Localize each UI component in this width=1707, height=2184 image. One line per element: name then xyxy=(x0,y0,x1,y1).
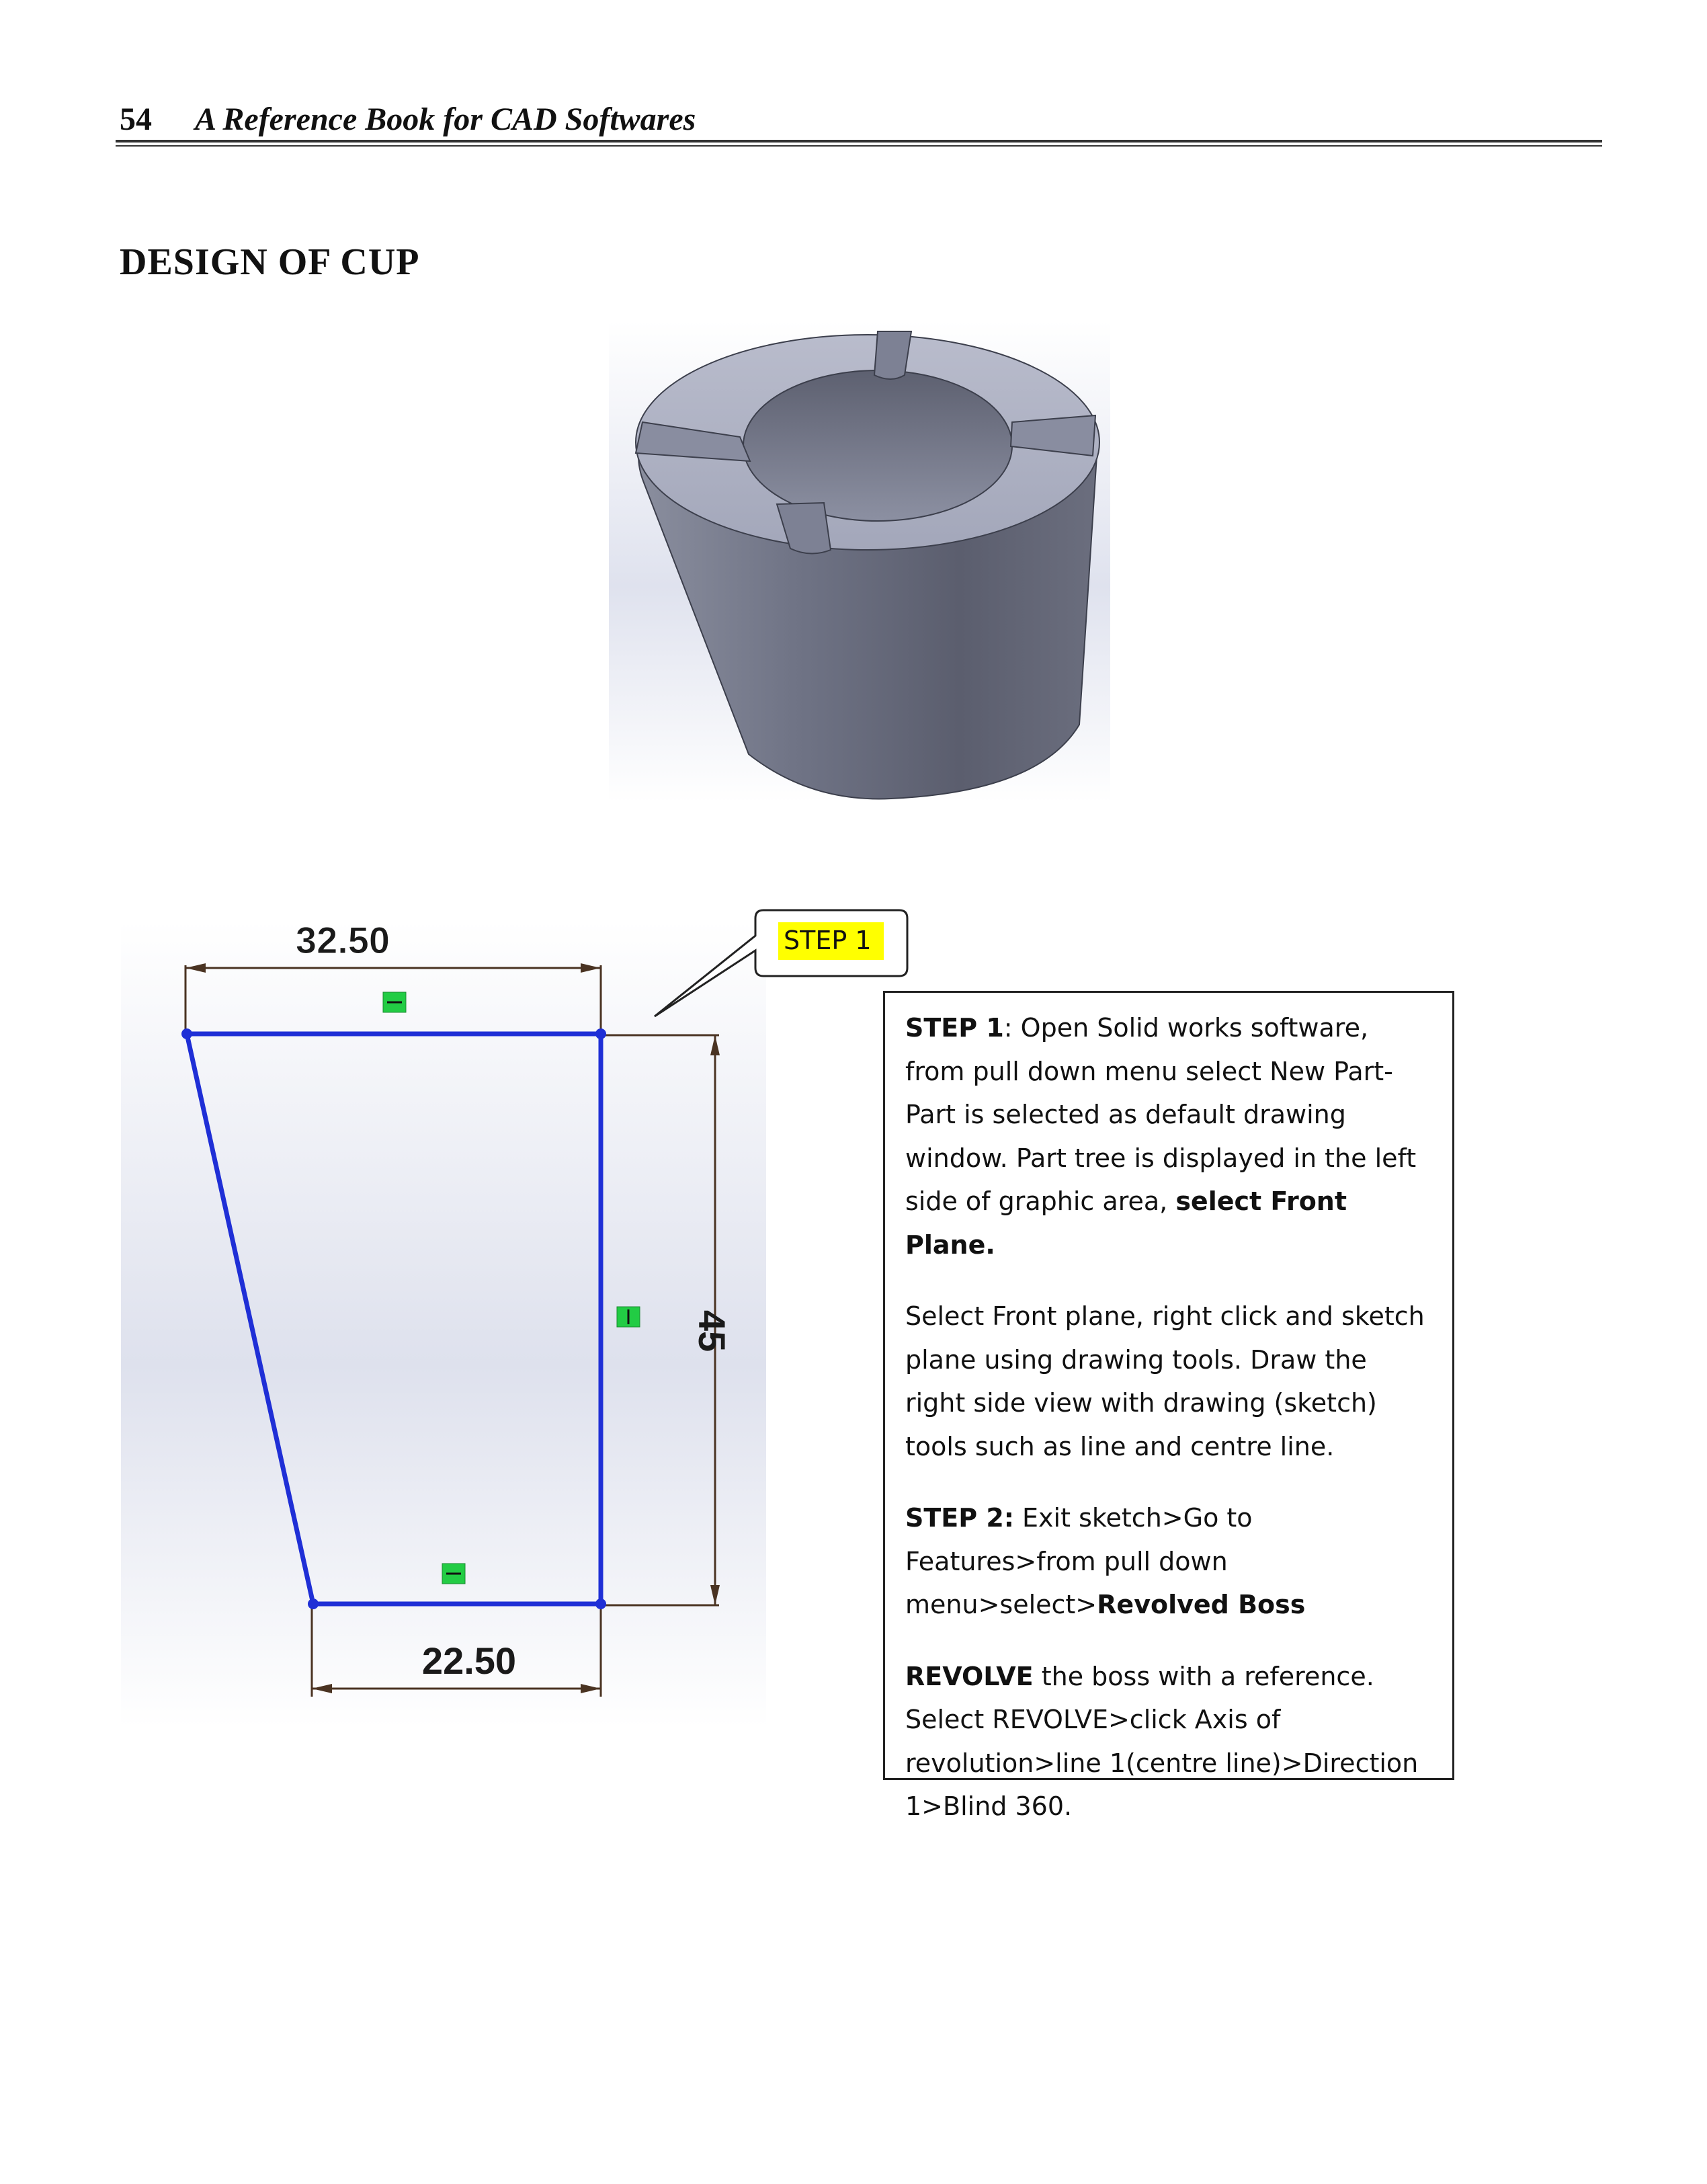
step1-bold: select Front Plane. xyxy=(905,1186,1347,1260)
cup-cavity xyxy=(743,370,1012,521)
cup-3d-render xyxy=(609,321,1110,803)
dimension-height-value: 45 xyxy=(691,1309,733,1352)
cup-profile-sketch xyxy=(121,901,773,1741)
revolve-text: the boss with a reference. Select REVOLVE>click Axis of revolution>line 1(centre line)>Direction 1>Blind 360. xyxy=(905,1661,1419,1821)
revolve-paragraph xyxy=(905,1655,1432,1828)
step-callout-label: STEP 1 xyxy=(778,922,884,960)
page-header xyxy=(116,94,1602,147)
step1-label: STEP 1 xyxy=(905,1013,1004,1043)
step1-detail-paragraph: Select Front plane, right click and sketch plane using drawing tools. Draw the right side view with drawing (sketch) tools such as line and centre line. xyxy=(905,1301,1425,1461)
revolve-label: REVOLVE xyxy=(905,1661,1034,1691)
horizontal-constraint-icon xyxy=(383,992,406,1012)
step2-text: Exit sketch>Go to Features>from pull down menu>select> xyxy=(905,1503,1253,1619)
step1-paragraph xyxy=(905,1006,1432,1266)
sketch-background xyxy=(121,921,766,1728)
step2-label: STEP 2: xyxy=(905,1503,1014,1533)
header-rule-thin xyxy=(116,145,1602,147)
book-title: A Reference Book for CAD Softwares xyxy=(195,102,696,137)
dimension-bottom-value: 22.50 xyxy=(421,1640,517,1682)
instructions-box xyxy=(883,991,1454,1821)
vertical-constraint-icon xyxy=(617,1307,640,1327)
page-number: 54 xyxy=(120,102,152,137)
step2-paragraph xyxy=(905,1496,1432,1627)
horizontal-constraint-icon xyxy=(442,1564,465,1584)
step2-bold: Revolved Boss xyxy=(1097,1590,1306,1619)
section-title: DESIGN OF CUP xyxy=(120,241,420,283)
dimension-top-value: 32.50 xyxy=(295,919,390,961)
header-rule xyxy=(116,140,1602,143)
step1-text: : Open Solid works software, from pull down menu select New Part-Part is selected as default drawing window. Part tree is displayed in the left side of graphic area, xyxy=(905,1013,1417,1216)
